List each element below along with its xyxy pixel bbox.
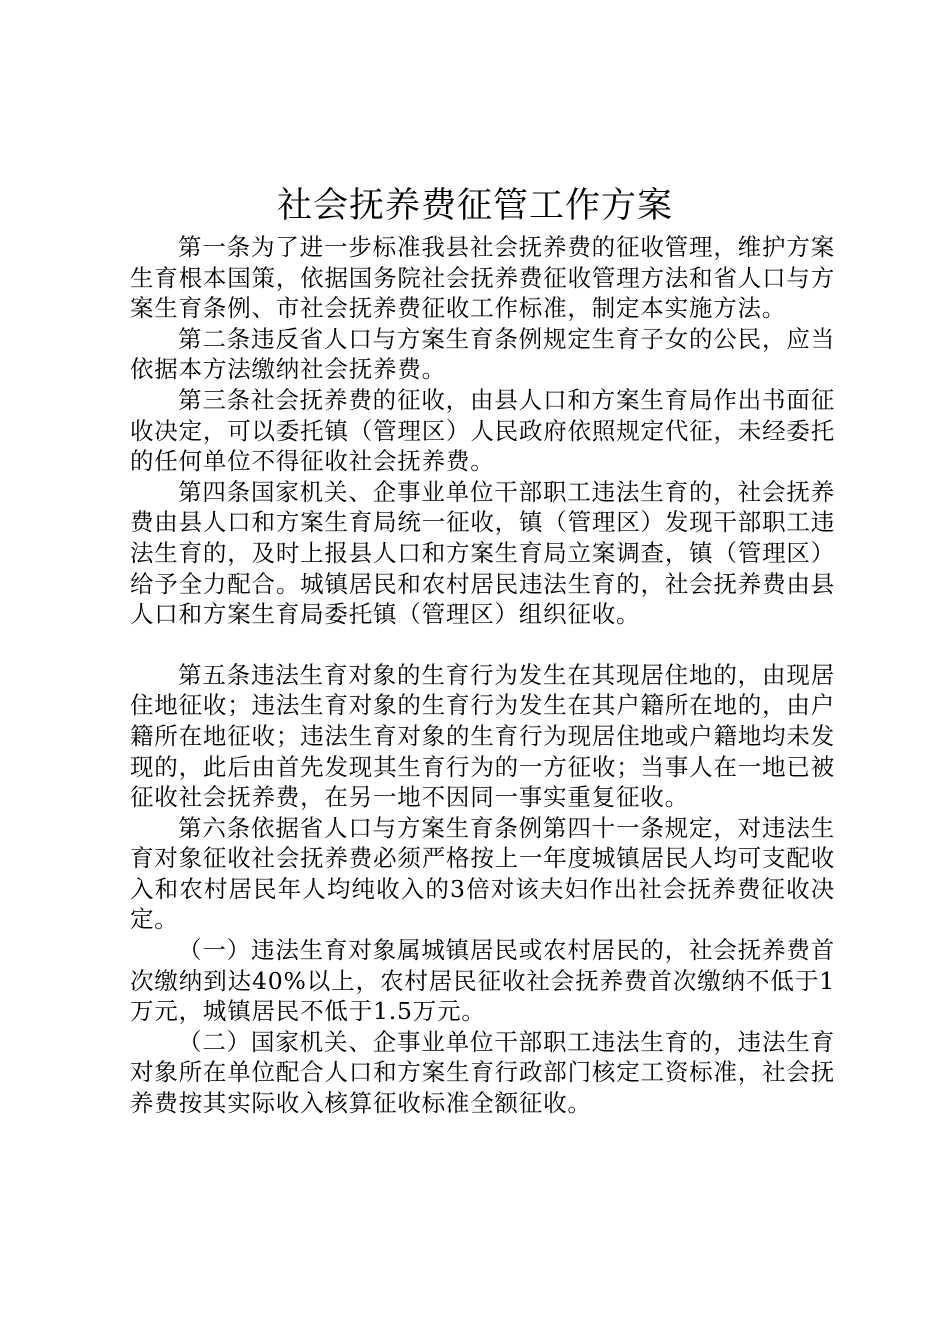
document-title: 社会抚养费征管工作方案 [276,186,673,226]
article-6-item-2: （二）国家机关、企事业单位干部职工违法生育的，违法生育对象所在单位配合人口和方案生育行政部门核定工资标准，社会抚养费按其实际收入核算征收标准全额征收。 [130,1027,835,1118]
article-4: 第四条国家机关、企事业单位干部职工违法生育的，社会抚养费由县人口和方案生育局统一征收，镇（管理区）发现干部职工违法生育的，及时上报县人口和方案生育局立案调查，镇（管理区）给予全力配合。城镇居民和农村居民违法生育的，社会抚养费由县人口和方案生育局委托镇（管理区）组织征收。 [130,477,835,629]
document-body [130,232,835,1119]
article-3: 第三条社会抚养费的征收，由县人口和方案生育局作出书面征收决定，可以委托镇（管理区）人民政府依照规定代征，未经委托的任何单位不得征收社会抚养费。 [130,385,835,476]
article-2: 第二条违反省人口与方案生育条例规定生育子女的公民，应当依据本方法缴纳社会抚养费。 [130,324,835,384]
article-6: 第六条依据省人口与方案生育条例第四十一条规定，对违法生育对象征收社会抚养费必须严格按上一年度城镇居民人均可支配收入和农村居民年人均纯收入的3倍对该夫妇作出社会抚养费征收决定。 [130,813,835,934]
article-1: 第一条为了进一步标准我县社会抚养费的征收管理，维护方案生育根本国策，依据国务院社会抚养费征收管理方法和省人口与方案生育条例、市社会抚养费征收工作标准，制定本实施方法。 [130,233,835,323]
article-5: 第五条违法生育对象的生育行为发生在其现居住地的，由现居住地征收；违法生育对象的生育行为发生在其户籍所在地的，由户籍所在地征收；违法生育对象的生育行为现居住地或户籍地均未发现的，此后由首先发现其生育行为的一方征收；当事人在一地已被征收社会抚养费，在另一地不因同一事实重复征收。 [130,660,835,812]
paragraph-gap [130,630,835,660]
article-6-item-1: （一）违法生育对象属城镇居民或农村居民的，社会抚养费首次缴纳到达40%以上，农村居民征收社会抚养费首次缴纳不低于1万元，城镇居民不低于1.5万元。 [130,936,835,1026]
